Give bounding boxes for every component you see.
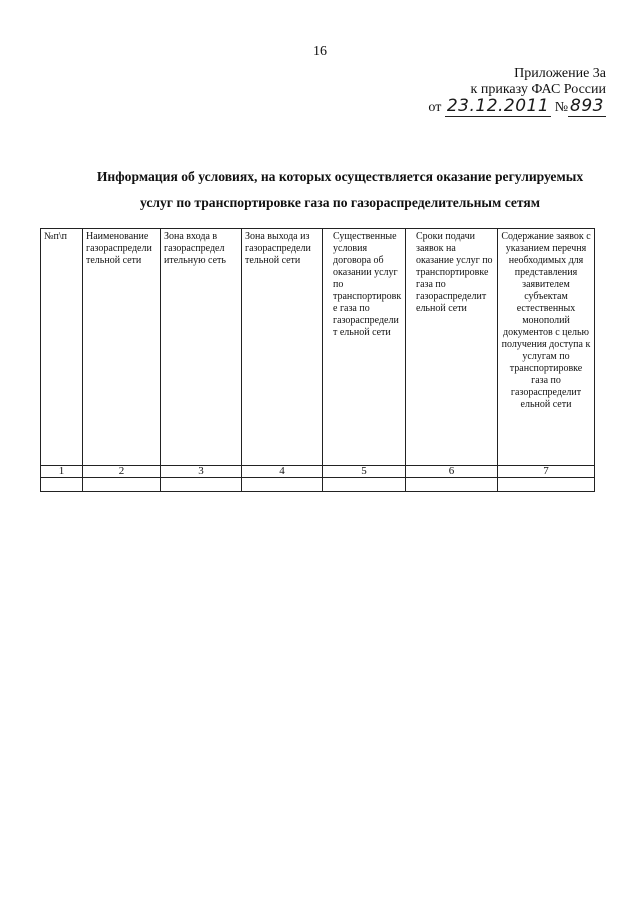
header-cell-1: №п\п bbox=[41, 229, 83, 466]
appendix-date-line bbox=[428, 98, 606, 116]
column-number-cell: 5 bbox=[323, 466, 406, 478]
empty-cell bbox=[83, 478, 161, 492]
column-number-cell: 6 bbox=[406, 466, 498, 478]
column-number-cell: 1 bbox=[41, 466, 83, 478]
header-cell-5: Существенные условия договора об оказании услуг по транспортировке газа по газораспределит ельной сети bbox=[323, 229, 406, 466]
information-table bbox=[40, 228, 595, 492]
empty-cell bbox=[161, 478, 242, 492]
empty-data-row bbox=[41, 478, 595, 492]
empty-cell bbox=[498, 478, 595, 492]
appendix-block bbox=[428, 66, 606, 116]
column-number-cell: 3 bbox=[161, 466, 242, 478]
title-line-2: услуг по транспортировке газа по газораспределительным сетям bbox=[139, 195, 541, 210]
column-number-cell: 7 bbox=[498, 466, 595, 478]
column-number-cell: 2 bbox=[83, 466, 161, 478]
header-cell-2: Наименование газораспредели тельной сети bbox=[83, 229, 161, 466]
empty-cell bbox=[323, 478, 406, 492]
header-row bbox=[41, 229, 595, 466]
header-cell-3: Зона входа в газораспредел ительную сеть bbox=[161, 229, 242, 466]
empty-cell bbox=[41, 478, 83, 492]
header-cell-7: Содержание заявок с указанием перечня необходимых для представления заявителем субъектам естественных монополий документов с целью получения доступа к услугам по транспортировке газа по газораспределит ельной сети bbox=[498, 229, 595, 466]
empty-cell bbox=[242, 478, 323, 492]
appendix-order-ref: к приказу ФАС России bbox=[470, 82, 606, 97]
header-cell-6: Сроки подачи заявок на оказание услуг по транспортировке газа по газораспределит ельной сети bbox=[406, 229, 498, 466]
handwritten-date: 23.12.2011 bbox=[446, 96, 550, 116]
handwritten-number: 893 bbox=[570, 96, 604, 116]
empty-cell bbox=[406, 478, 498, 492]
header-cell-4: Зона выхода из газораспредели тельной сети bbox=[242, 229, 323, 466]
appendix-title: Приложение 3а bbox=[514, 66, 606, 81]
page-number: 16 bbox=[313, 44, 327, 59]
number-prefix: № bbox=[554, 100, 569, 115]
column-number-row bbox=[41, 466, 595, 478]
date-prefix: от bbox=[428, 100, 442, 115]
document-title bbox=[60, 164, 620, 216]
title-line-1: Информация об условиях, на которых осуществляется оказание регулируемых bbox=[96, 169, 584, 184]
column-number-cell: 4 bbox=[242, 466, 323, 478]
